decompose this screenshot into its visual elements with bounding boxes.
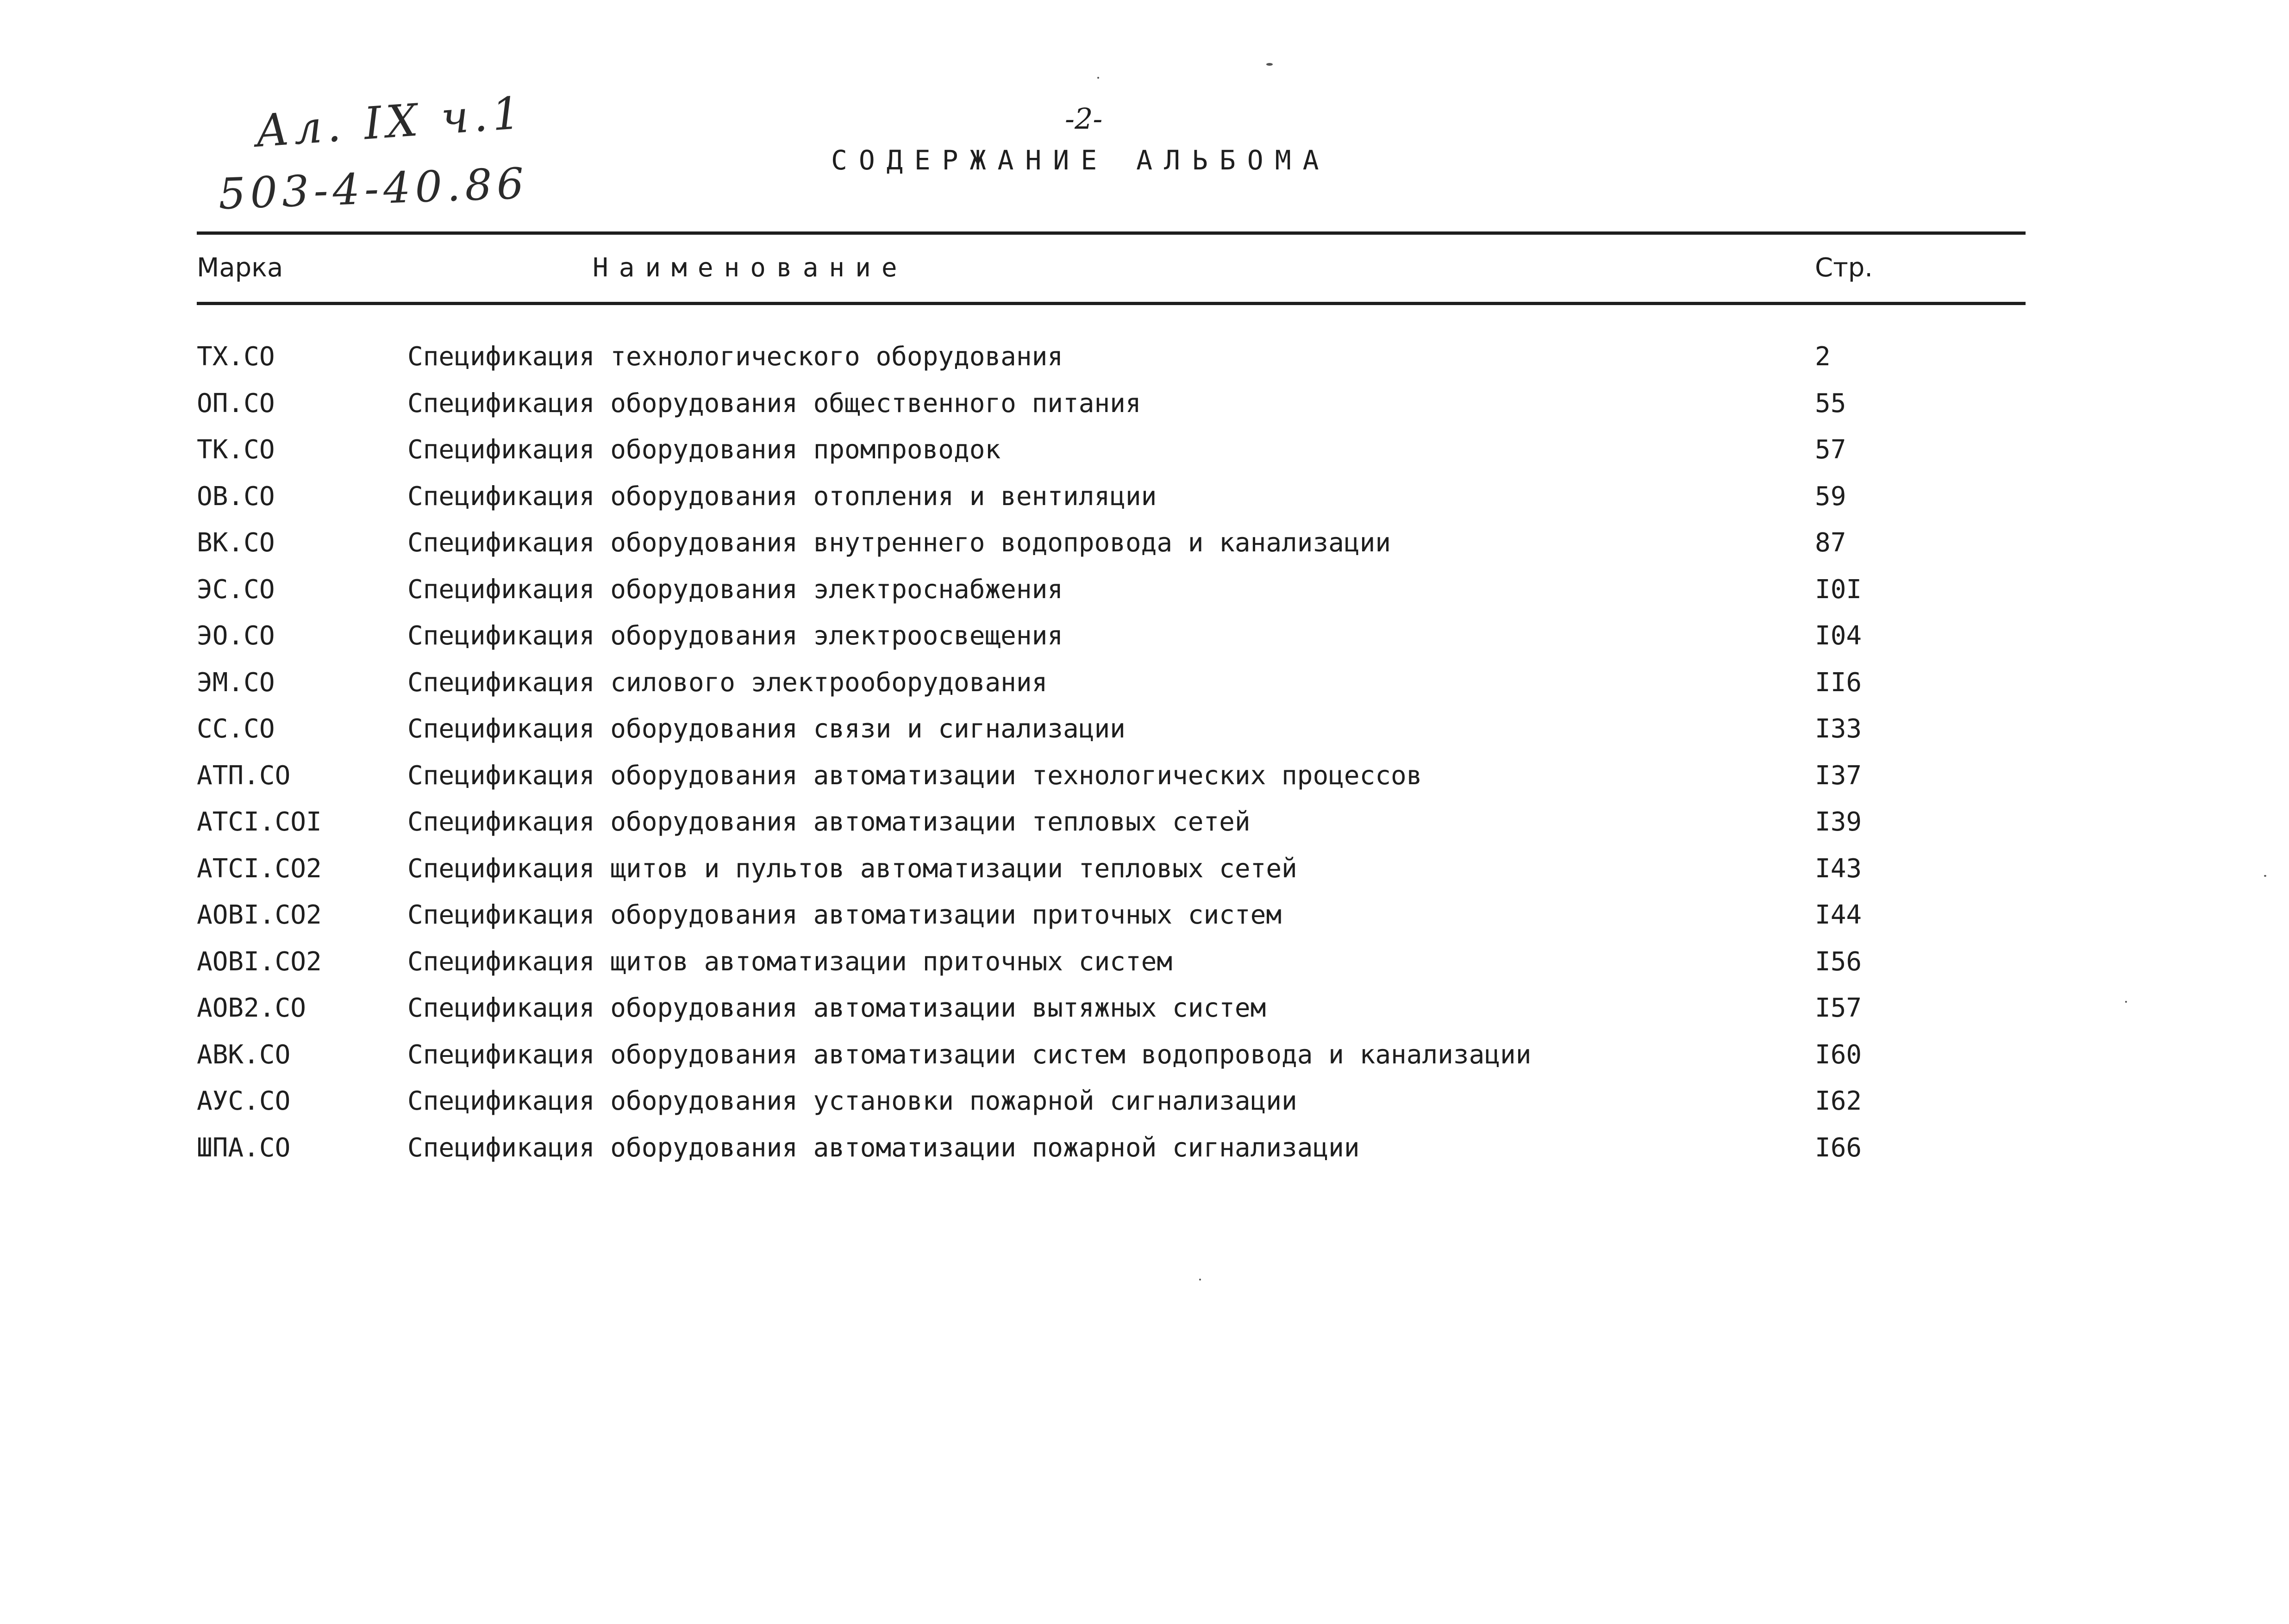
header-rule xyxy=(197,302,2026,305)
row-page: II6 xyxy=(1815,667,1862,698)
column-header-name: Наименование xyxy=(593,253,908,283)
row-mark: ТХ.СО xyxy=(197,342,275,372)
row-name: Спецификация силового электрооборудования xyxy=(407,667,1048,698)
scan-speck xyxy=(2264,875,2266,877)
table-row xyxy=(0,1040,2289,1087)
row-mark: ЭО.СО xyxy=(197,621,275,651)
table-row xyxy=(0,761,2289,807)
row-mark: АТСI.СОI xyxy=(197,807,322,837)
row-mark: АТСI.СО2 xyxy=(197,853,322,884)
table-row xyxy=(0,900,2289,947)
handwritten-project-code: 503-4-40.86 xyxy=(218,158,530,219)
table-row xyxy=(0,947,2289,993)
table-row xyxy=(0,1086,2289,1133)
row-page: I60 xyxy=(1815,1039,1862,1070)
scan-speck xyxy=(1266,63,1273,66)
table-row xyxy=(0,528,2289,575)
table-row xyxy=(0,714,2289,761)
table-row xyxy=(0,481,2289,528)
row-page: I57 xyxy=(1815,993,1862,1023)
table-row xyxy=(0,388,2289,435)
row-page: I56 xyxy=(1815,946,1862,977)
row-name: Спецификация оборудования автоматизации тепловых сетей xyxy=(407,807,1251,837)
row-mark: АВК.СО xyxy=(197,1039,291,1070)
scan-speck xyxy=(1097,77,1099,79)
top-rule xyxy=(197,231,2026,235)
table-row xyxy=(0,668,2289,714)
row-name: Спецификация оборудования установки пожарной сигнализации xyxy=(407,1086,1297,1116)
row-mark: АОВI.СО2 xyxy=(197,900,322,930)
row-page: I44 xyxy=(1815,900,1862,930)
column-header-page: Стр. xyxy=(1815,253,1873,283)
row-mark: ОП.СО xyxy=(197,388,275,418)
row-page: I0I xyxy=(1815,574,1862,605)
table-row xyxy=(0,575,2289,621)
row-name: Спецификация технологического оборудования xyxy=(407,342,1063,372)
row-page: 2 xyxy=(1815,342,1831,372)
table-row xyxy=(0,342,2289,388)
row-name: Спецификация оборудования автоматизации пожарной сигнализации xyxy=(407,1132,1360,1163)
row-name: Спецификация оборудования электроосвещения xyxy=(407,621,1063,651)
row-page: I37 xyxy=(1815,760,1862,791)
row-name: Спецификация оборудования автоматизации вытяжных систем xyxy=(407,993,1266,1023)
row-page: I62 xyxy=(1815,1086,1862,1116)
page-title: СОДЕРЖАНИЕ АЛЬБОМА xyxy=(831,144,1331,176)
table-row xyxy=(0,1133,2289,1180)
column-header-mark: Марка xyxy=(197,253,283,283)
table-row xyxy=(0,854,2289,900)
row-mark: ЭС.СО xyxy=(197,574,275,605)
row-mark: ЭМ.СО xyxy=(197,667,275,698)
row-name: Спецификация щитов автоматизации приточных систем xyxy=(407,946,1173,977)
row-name: Спецификация оборудования отопления и вентиляции xyxy=(407,481,1157,512)
row-name: Спецификация оборудования автоматизации приточных систем xyxy=(407,900,1282,930)
table-row xyxy=(0,993,2289,1040)
row-name: Спецификация щитов и пультов автоматизации тепловых сетей xyxy=(407,853,1297,884)
row-page: 57 xyxy=(1815,435,1846,465)
table-row xyxy=(0,621,2289,668)
row-page: I66 xyxy=(1815,1132,1862,1163)
table-row xyxy=(0,807,2289,854)
row-mark: АОВI.СО2 xyxy=(197,946,322,977)
row-name: Спецификация оборудования электроснабжения xyxy=(407,574,1063,605)
row-page: 55 xyxy=(1815,388,1846,418)
contents-table xyxy=(0,342,2289,1179)
row-name: Спецификация оборудования связи и сигнализации xyxy=(407,714,1126,744)
row-mark: ОВ.СО xyxy=(197,481,275,512)
row-page: I43 xyxy=(1815,853,1862,884)
row-name: Спецификация оборудования общественного питания xyxy=(407,388,1141,418)
row-mark: АУС.СО xyxy=(197,1086,291,1116)
row-name: Спецификация оборудования промпроводок xyxy=(407,435,1001,465)
row-page: 59 xyxy=(1815,481,1846,512)
row-name: Спецификация оборудования автоматизации технологических процессов xyxy=(407,760,1422,791)
row-name: Спецификация оборудования автоматизации систем водопровода и канализации xyxy=(407,1039,1532,1070)
row-page: 87 xyxy=(1815,528,1846,558)
row-mark: СС.СО xyxy=(197,714,275,744)
page-number: -2- xyxy=(1065,102,1103,136)
row-page: I04 xyxy=(1815,621,1862,651)
row-name: Спецификация оборудования внутреннего водопровода и канализации xyxy=(407,528,1391,558)
row-page: I33 xyxy=(1815,714,1862,744)
row-mark: ТК.СО xyxy=(197,435,275,465)
row-mark: АОВ2.СО xyxy=(197,993,306,1023)
scan-speck xyxy=(1199,1279,1201,1280)
row-mark: АТП.СО xyxy=(197,760,291,791)
row-mark: ВК.СО xyxy=(197,528,275,558)
handwritten-album-annotation: Ал. IX ч.1 xyxy=(254,87,527,157)
scan-speck xyxy=(2125,1001,2127,1003)
table-row xyxy=(0,435,2289,481)
row-mark: ШПА.СО xyxy=(197,1132,291,1163)
row-page: I39 xyxy=(1815,807,1862,837)
